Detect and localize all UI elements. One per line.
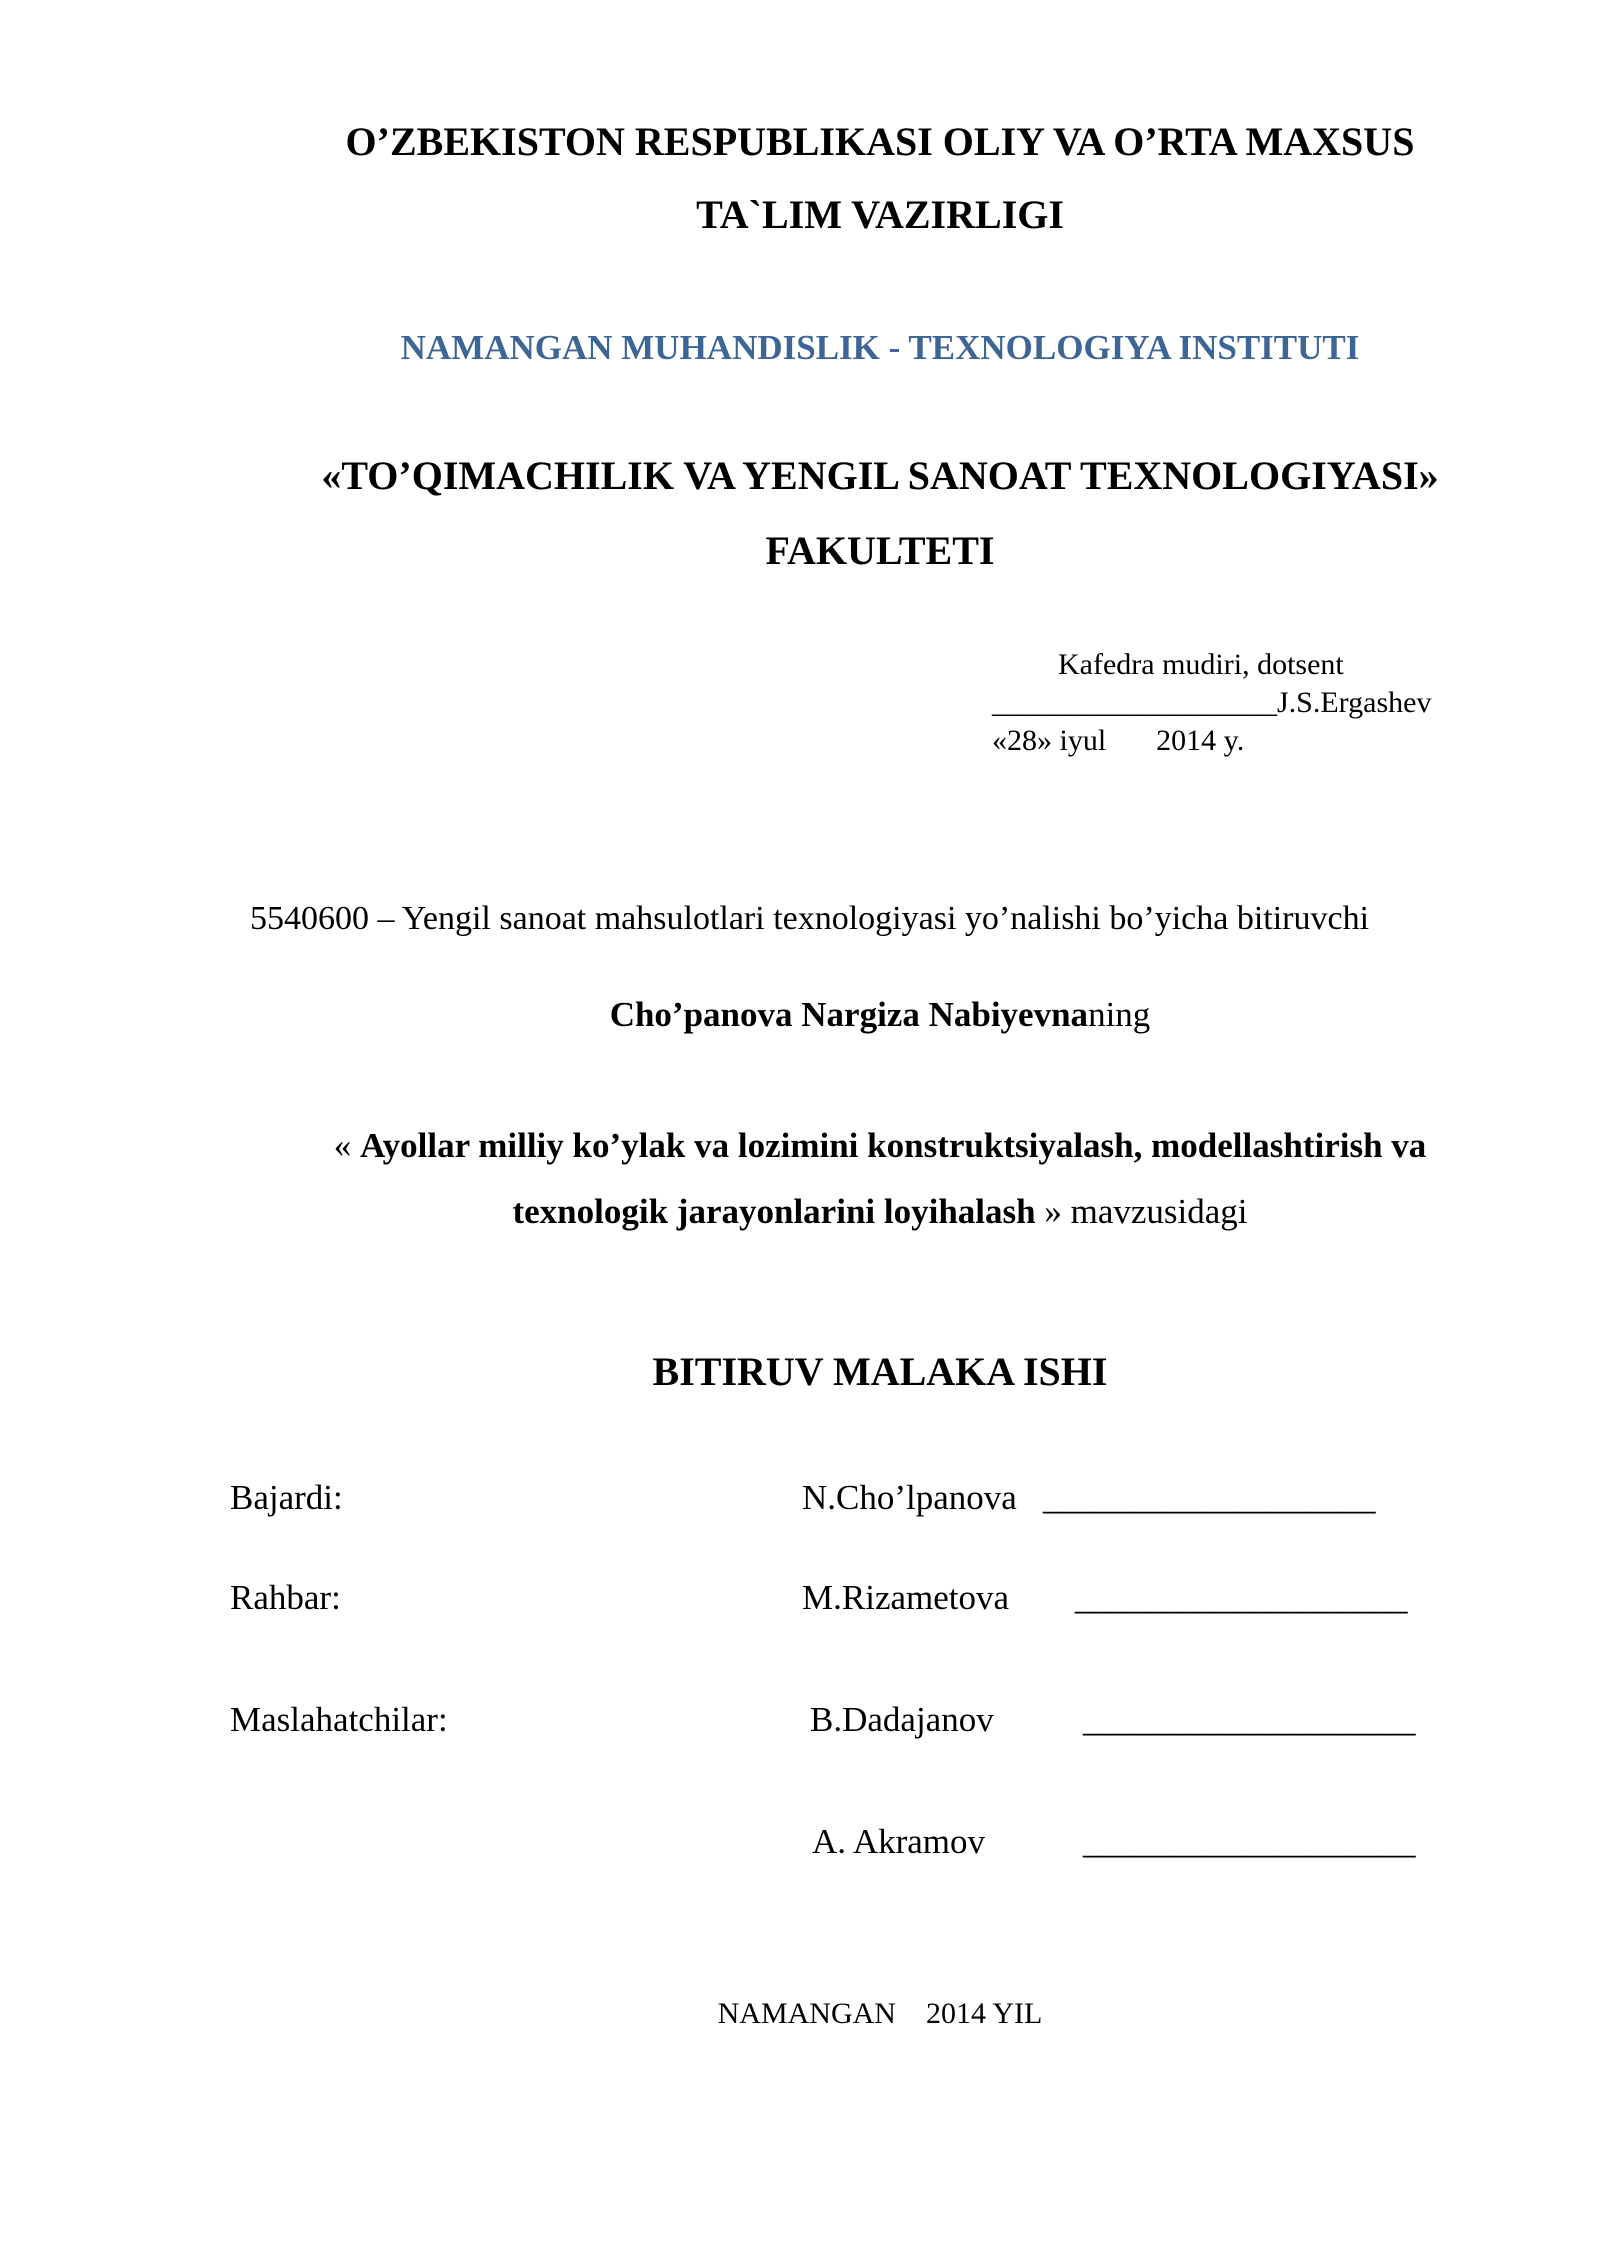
signatory-name-4: A. Akramov: [812, 1822, 986, 1861]
signatory-blank-2: ___________________: [1075, 1578, 1408, 1617]
topic-line-2: [80, 1192, 1600, 1232]
signatory-blank-4: ___________________: [1083, 1822, 1416, 1861]
footer-line: [80, 1997, 1600, 2031]
signatory-blank-1: ___________________: [1043, 1478, 1376, 1517]
approval-date-year: 2014 y.: [1156, 724, 1245, 757]
student-name: Cho’panova Nargiza Nabiyevna: [609, 995, 1089, 1034]
signatory-role-2: Rahbar:: [230, 1578, 341, 1617]
student-name-suffix: ning: [1088, 995, 1151, 1034]
faculty-line-2: FAKULTETI: [765, 528, 995, 573]
approval-date-day: «28» iyul: [992, 724, 1107, 757]
signature-blank: ___________________: [992, 686, 1277, 719]
signatory-name-2: M.Rizametova: [802, 1578, 1010, 1617]
footer-year: 2014 YIL: [925, 1997, 1043, 2030]
approval-signature-line: [992, 686, 1431, 720]
topic-line-1: [80, 1126, 1600, 1166]
topic-text-1: Ayollar milliy ko’ylak va lozimini konstruktsiyalash, modellashtirish va: [359, 1126, 1427, 1165]
institute-name: NAMANGAN MUHANDISLIK - TEXNOLOGIYA INSTITUTI: [400, 328, 1360, 367]
topic-open-quote: «: [333, 1126, 360, 1165]
signatory-name-3: B.Dadajanov: [810, 1700, 994, 1739]
ministry-line-2: TA`LIM VAZIRLIGI: [696, 192, 1064, 237]
signatory-role-3: Maslahatchilar:: [230, 1700, 448, 1739]
signatory-role-1: Bajardi:: [230, 1478, 343, 1517]
signatory-name-1: N.Cho’lpanova: [802, 1478, 1017, 1517]
footer-city: NAMANGAN: [717, 1997, 896, 2030]
approval-date: [992, 724, 1244, 758]
signatory-blank-3: ___________________: [1083, 1700, 1416, 1739]
faculty-line-1: «TO’QIMACHILIK VA YENGIL SANOAT TEXNOLOGIYASI»: [321, 453, 1439, 498]
student-line: [80, 995, 1600, 1035]
approval-position: Kafedra mudiri, dotsent: [1058, 648, 1344, 681]
topic-close: » mavzusidagi: [1035, 1192, 1248, 1231]
work-title: BITIRUV MALAKA ISHI: [652, 1349, 1108, 1394]
department-head-name: J.S.Ergashev: [1277, 686, 1432, 719]
ministry-line-1: O’ZBEKISTON RESPUBLIKASI OLIY VA O’RTA MAXSUS: [345, 119, 1415, 164]
specialty-line: 5540600 – Yengil sanoat mahsulotlari texnologiyasi yo’nalishi bo’yicha bitiruvchi: [250, 900, 1370, 937]
topic-text-2: texnologik jarayonlarini loyihalash: [512, 1192, 1036, 1231]
